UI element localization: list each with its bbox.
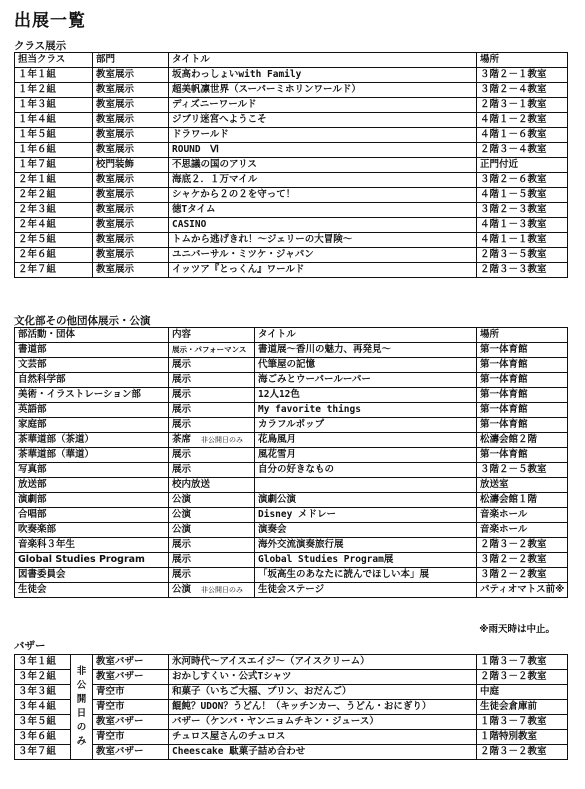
title-cell: シャケから２の２を守って！	[169, 188, 477, 203]
content-cell	[169, 388, 255, 403]
closed-day-tag: 非公開日のみ	[201, 586, 244, 594]
table-row	[15, 448, 568, 463]
group-cell: 英語部	[15, 403, 169, 418]
content-cell	[169, 508, 255, 523]
place-cell: ３階２－２教室	[477, 553, 568, 568]
content-text: 公演	[172, 524, 192, 535]
content-text: 展示	[172, 464, 192, 475]
title-cell: 演奏会	[255, 523, 477, 538]
title-cell: Disney メドレー	[255, 508, 477, 523]
class-cell: １年５組	[15, 128, 93, 143]
title-cell: 演劇公演	[255, 493, 477, 508]
content-cell	[169, 433, 255, 448]
dept-cell: 教室展示	[93, 173, 169, 188]
group-cell: Global Studies Program	[15, 553, 169, 568]
group-cell: 放送部	[15, 478, 169, 493]
dept-cell: 教室展示	[93, 233, 169, 248]
table-row	[15, 493, 568, 508]
place-cell: ２階３－２教室	[477, 538, 568, 553]
group-cell: 写真部	[15, 463, 169, 478]
content-cell	[169, 358, 255, 373]
table-row	[15, 143, 568, 158]
side-note-char: み	[76, 736, 87, 747]
table-row	[15, 68, 568, 83]
class-cell: ３年３組	[15, 685, 71, 700]
group-cell: 茶華道部（茶道）	[15, 433, 169, 448]
type-cell: 教室バザー	[93, 655, 169, 670]
bazaar-table	[14, 654, 568, 760]
group-cell: 演劇部	[15, 493, 169, 508]
class-cell: ２年６組	[15, 248, 93, 263]
side-note-char: 公	[76, 680, 87, 691]
place-cell: パティオマトス前※	[477, 583, 568, 598]
dept-cell: 校門装飾	[93, 158, 169, 173]
dept-cell: 教室展示	[93, 218, 169, 233]
group-cell: 茶華道部（華道）	[15, 448, 169, 463]
title-header: タイトル	[169, 53, 477, 68]
content-cell	[169, 568, 255, 583]
title-cell: おかしすくい・公式Tシャツ	[169, 670, 477, 685]
type-cell: 青空市	[93, 685, 169, 700]
table-row	[15, 358, 568, 373]
content-text: 展示	[172, 539, 192, 550]
group-cell: 図書委員会	[15, 568, 169, 583]
place-cell: 生徒会倉庫前	[477, 700, 568, 715]
table-row	[15, 730, 568, 745]
place-cell: ２階３－２教室	[477, 745, 568, 760]
place-cell: 正門付近	[477, 158, 568, 173]
class-cell: １年６組	[15, 143, 93, 158]
title-cell: ディズニーワールド	[169, 98, 477, 113]
table-row	[15, 700, 568, 715]
content-cell	[169, 493, 255, 508]
place-cell: 第一体育館	[477, 448, 568, 463]
table-row	[15, 128, 568, 143]
class-cell: ３年４組	[15, 700, 71, 715]
type-cell: 青空市	[93, 700, 169, 715]
table-row	[15, 373, 568, 388]
place-cell: ４階１－６教室	[477, 128, 568, 143]
dept-cell: 教室展示	[93, 263, 169, 278]
title-cell: 自分の好きなもの	[255, 463, 477, 478]
place-cell: ４階１－２教室	[477, 113, 568, 128]
closed-day-tag: 非公開日のみ	[201, 436, 244, 444]
dept-cell: 教室展示	[93, 248, 169, 263]
group-header: 部活動・団体	[15, 328, 169, 343]
side-note-char: の	[76, 722, 87, 733]
place-header: 場所	[477, 328, 568, 343]
place-cell: 第一体育館	[477, 358, 568, 373]
title-cell: 代筆屋の記憶	[255, 358, 477, 373]
table-row	[15, 745, 568, 760]
dept-header: 部門	[93, 53, 169, 68]
group-cell: 音楽科３年生	[15, 538, 169, 553]
title-cell: 坂高わっしょいwith Family	[169, 68, 477, 83]
title-cell: 海底２．１万マイル	[169, 173, 477, 188]
content-text: 公演	[172, 494, 192, 505]
class-cell: ３年６組	[15, 730, 71, 745]
table-row	[15, 715, 568, 730]
culture-exhibit-table	[14, 327, 568, 598]
table-row	[15, 403, 568, 418]
group-cell: 生徒会	[15, 583, 169, 598]
class-section-title: クラス展示	[14, 40, 67, 52]
class-cell: ３年１組	[15, 655, 71, 670]
table-row	[15, 568, 568, 583]
dept-cell: 教室展示	[93, 98, 169, 113]
title-cell: 超美帆凛世界（スーパーミホリンワールド）	[169, 83, 477, 98]
title-cell: 海ごみとウーパールーパー	[255, 373, 477, 388]
content-cell	[169, 373, 255, 388]
place-cell: １階３－７教室	[477, 715, 568, 730]
title-cell: 「坂高生のあなたに読んでほしい本」展	[255, 568, 477, 583]
class-cell: ２年７組	[15, 263, 93, 278]
place-cell: ２階３－５教室	[477, 248, 568, 263]
table-row	[15, 248, 568, 263]
class-cell: １年１組	[15, 68, 93, 83]
title-cell	[255, 478, 477, 493]
content-cell	[169, 403, 255, 418]
group-cell: 美術・イラストレーション部	[15, 388, 169, 403]
class-cell: １年７組	[15, 158, 93, 173]
place-cell: ３階２－４教室	[477, 83, 568, 98]
table-row	[15, 233, 568, 248]
title-header: タイトル	[255, 328, 477, 343]
content-text: 校内放送	[172, 479, 211, 490]
title-cell: ROUND Ⅵ	[169, 143, 477, 158]
table-row	[15, 83, 568, 98]
title-cell: 風花雪月	[255, 448, 477, 463]
table-row	[15, 508, 568, 523]
title-cell: 餛飩？UDON？うどん！（キッチンカー、うどん・おにぎり）	[169, 700, 477, 715]
dept-cell: 教室展示	[93, 203, 169, 218]
table-row	[15, 343, 568, 358]
title-cell: カラフルポップ	[255, 418, 477, 433]
content-text: 展示	[172, 554, 192, 565]
place-cell: ４階１－３教室	[477, 218, 568, 233]
rain-note: ※雨天時は中止。	[479, 624, 555, 635]
place-cell: 音楽ホール	[477, 523, 568, 538]
title-cell: Global Studies Program展	[255, 553, 477, 568]
class-cell: ３年２組	[15, 670, 71, 685]
page-title: 出展一覧	[14, 11, 86, 31]
place-cell: 第一体育館	[477, 403, 568, 418]
table-row	[15, 113, 568, 128]
side-note-char: 日	[76, 708, 87, 719]
content-text: 公演	[172, 509, 192, 520]
table-row	[15, 203, 568, 218]
title-cell: 生徒会ステージ	[255, 583, 477, 598]
side-note-char: 非	[76, 666, 87, 677]
content-cell	[169, 478, 255, 493]
title-cell: CASINO	[169, 218, 477, 233]
title-cell: チュロス屋さんのチュロス	[169, 730, 477, 745]
table-row	[15, 98, 568, 113]
table-row	[15, 263, 568, 278]
content-text: 展示	[172, 374, 192, 385]
content-text: 展示	[172, 359, 192, 370]
table-row	[15, 158, 568, 173]
title-cell: 花鳥風月	[255, 433, 477, 448]
group-cell: 家庭部	[15, 418, 169, 433]
content-cell	[169, 583, 255, 598]
content-cell	[169, 463, 255, 478]
class-cell: ２年１組	[15, 173, 93, 188]
place-cell: ３階２－２教室	[477, 568, 568, 583]
content-text: 展示・パフォーマンス	[172, 345, 247, 354]
table-row	[15, 553, 568, 568]
content-text: 公演	[172, 584, 192, 595]
group-cell: 書道部	[15, 343, 169, 358]
dept-cell: 教室展示	[93, 128, 169, 143]
class-exhibit-table	[14, 52, 568, 278]
title-cell: バザー（ケンバ・ヤンニョムチキン・ジュース）	[169, 715, 477, 730]
dept-cell: 教室展示	[93, 143, 169, 158]
place-cell: 音楽ホール	[477, 508, 568, 523]
type-cell: 教室バザー	[93, 745, 169, 760]
content-cell	[169, 523, 255, 538]
place-cell: ４階１－１教室	[477, 233, 568, 248]
content-text: 展示	[172, 419, 192, 430]
place-cell: ２階３－１教室	[477, 98, 568, 113]
table-row	[15, 655, 568, 670]
table-row	[15, 218, 568, 233]
content-text: 展示	[172, 404, 192, 415]
class-header: 担当クラス	[15, 53, 93, 68]
title-cell: 徳Tタイム	[169, 203, 477, 218]
content-text: 展示	[172, 569, 192, 580]
place-header: 場所	[477, 53, 568, 68]
dept-cell: 教室展示	[93, 188, 169, 203]
side-note-char: 開	[76, 694, 87, 705]
class-cell: ３年５組	[15, 715, 71, 730]
title-cell: Cheescake 駄菓子詰め合わせ	[169, 745, 477, 760]
place-cell: ２階３－２教室	[477, 670, 568, 685]
table-row	[15, 188, 568, 203]
content-text: 茶席	[172, 434, 192, 445]
group-cell: 自然科学部	[15, 373, 169, 388]
type-cell: 教室バザー	[93, 670, 169, 685]
class-cell: ２年３組	[15, 203, 93, 218]
dept-cell: 教室展示	[93, 113, 169, 128]
content-cell	[169, 448, 255, 463]
dept-cell: 教室展示	[93, 68, 169, 83]
class-cell: １年４組	[15, 113, 93, 128]
title-cell: 和菓子（いちご大福、プリン、おだんご）	[169, 685, 477, 700]
class-cell: ２年５組	[15, 233, 93, 248]
place-cell: 第一体育館	[477, 373, 568, 388]
content-cell	[169, 418, 255, 433]
content-cell	[169, 538, 255, 553]
table-row	[15, 478, 568, 493]
table-row	[15, 685, 568, 700]
table-row	[15, 173, 568, 188]
class-cell: ２年２組	[15, 188, 93, 203]
place-cell: ４階１－５教室	[477, 188, 568, 203]
title-cell: 氷河時代～アイスエイジ～（アイスクリーム）	[169, 655, 477, 670]
place-cell: ２階３－３教室	[477, 263, 568, 278]
type-cell: 教室バザー	[93, 715, 169, 730]
title-cell: ジブリ迷宮へようこそ	[169, 113, 477, 128]
table-row	[15, 670, 568, 685]
place-cell: 放送室	[477, 478, 568, 493]
place-cell: 松濤会館１階	[477, 493, 568, 508]
content-cell	[169, 343, 255, 358]
title-cell: ユニバーサル・ミツケ・ジャパン	[169, 248, 477, 263]
class-cell: ２年４組	[15, 218, 93, 233]
title-cell: ドラワールド	[169, 128, 477, 143]
table-row	[15, 418, 568, 433]
table-row	[15, 463, 568, 478]
content-cell	[169, 553, 255, 568]
content-text: 展示	[172, 389, 192, 400]
type-cell: 青空市	[93, 730, 169, 745]
title-cell: トムから逃げきれ！～ジェリーの大冒険～	[169, 233, 477, 248]
place-cell: １階３－７教室	[477, 655, 568, 670]
class-cell: ３年７組	[15, 745, 71, 760]
place-cell: 中庭	[477, 685, 568, 700]
place-cell: ３階２－６教室	[477, 173, 568, 188]
class-cell: １年３組	[15, 98, 93, 113]
table-row	[15, 538, 568, 553]
title-cell: イッツア『とっくん』ワールド	[169, 263, 477, 278]
title-cell: 海外交流演奏旅行展	[255, 538, 477, 553]
place-cell: ３階２－５教室	[477, 463, 568, 478]
class-cell: １年２組	[15, 83, 93, 98]
table-header	[15, 53, 568, 68]
place-cell: １階特別教室	[477, 730, 568, 745]
content-header: 内容	[169, 328, 255, 343]
title-cell: 書道展～香川の魅力、再発見～	[255, 343, 477, 358]
place-cell: 第一体育館	[477, 343, 568, 358]
bazaar-section-title: バザー	[14, 640, 46, 652]
culture-section-title: 文化部その他団体展示・公演	[14, 315, 151, 327]
place-cell: ３階２－１教室	[477, 68, 568, 83]
place-cell: ３階２－３教室	[477, 203, 568, 218]
table-header	[15, 328, 568, 343]
title-cell: 12人12色	[255, 388, 477, 403]
place-cell: 松濤会館２階	[477, 433, 568, 448]
group-cell: 合唱部	[15, 508, 169, 523]
title-cell: My favorite things	[255, 403, 477, 418]
title-cell: 不思議の国のアリス	[169, 158, 477, 173]
closed-day-side-note	[71, 655, 93, 760]
place-cell: 第一体育館	[477, 418, 568, 433]
content-text: 展示	[172, 449, 192, 460]
table-row	[15, 388, 568, 403]
dept-cell: 教室展示	[93, 83, 169, 98]
table-row	[15, 433, 568, 448]
place-cell: 第一体育館	[477, 388, 568, 403]
table-row	[15, 583, 568, 598]
table-row	[15, 523, 568, 538]
place-cell: ２階３－４教室	[477, 143, 568, 158]
group-cell: 文芸部	[15, 358, 169, 373]
group-cell: 吹奏楽部	[15, 523, 169, 538]
